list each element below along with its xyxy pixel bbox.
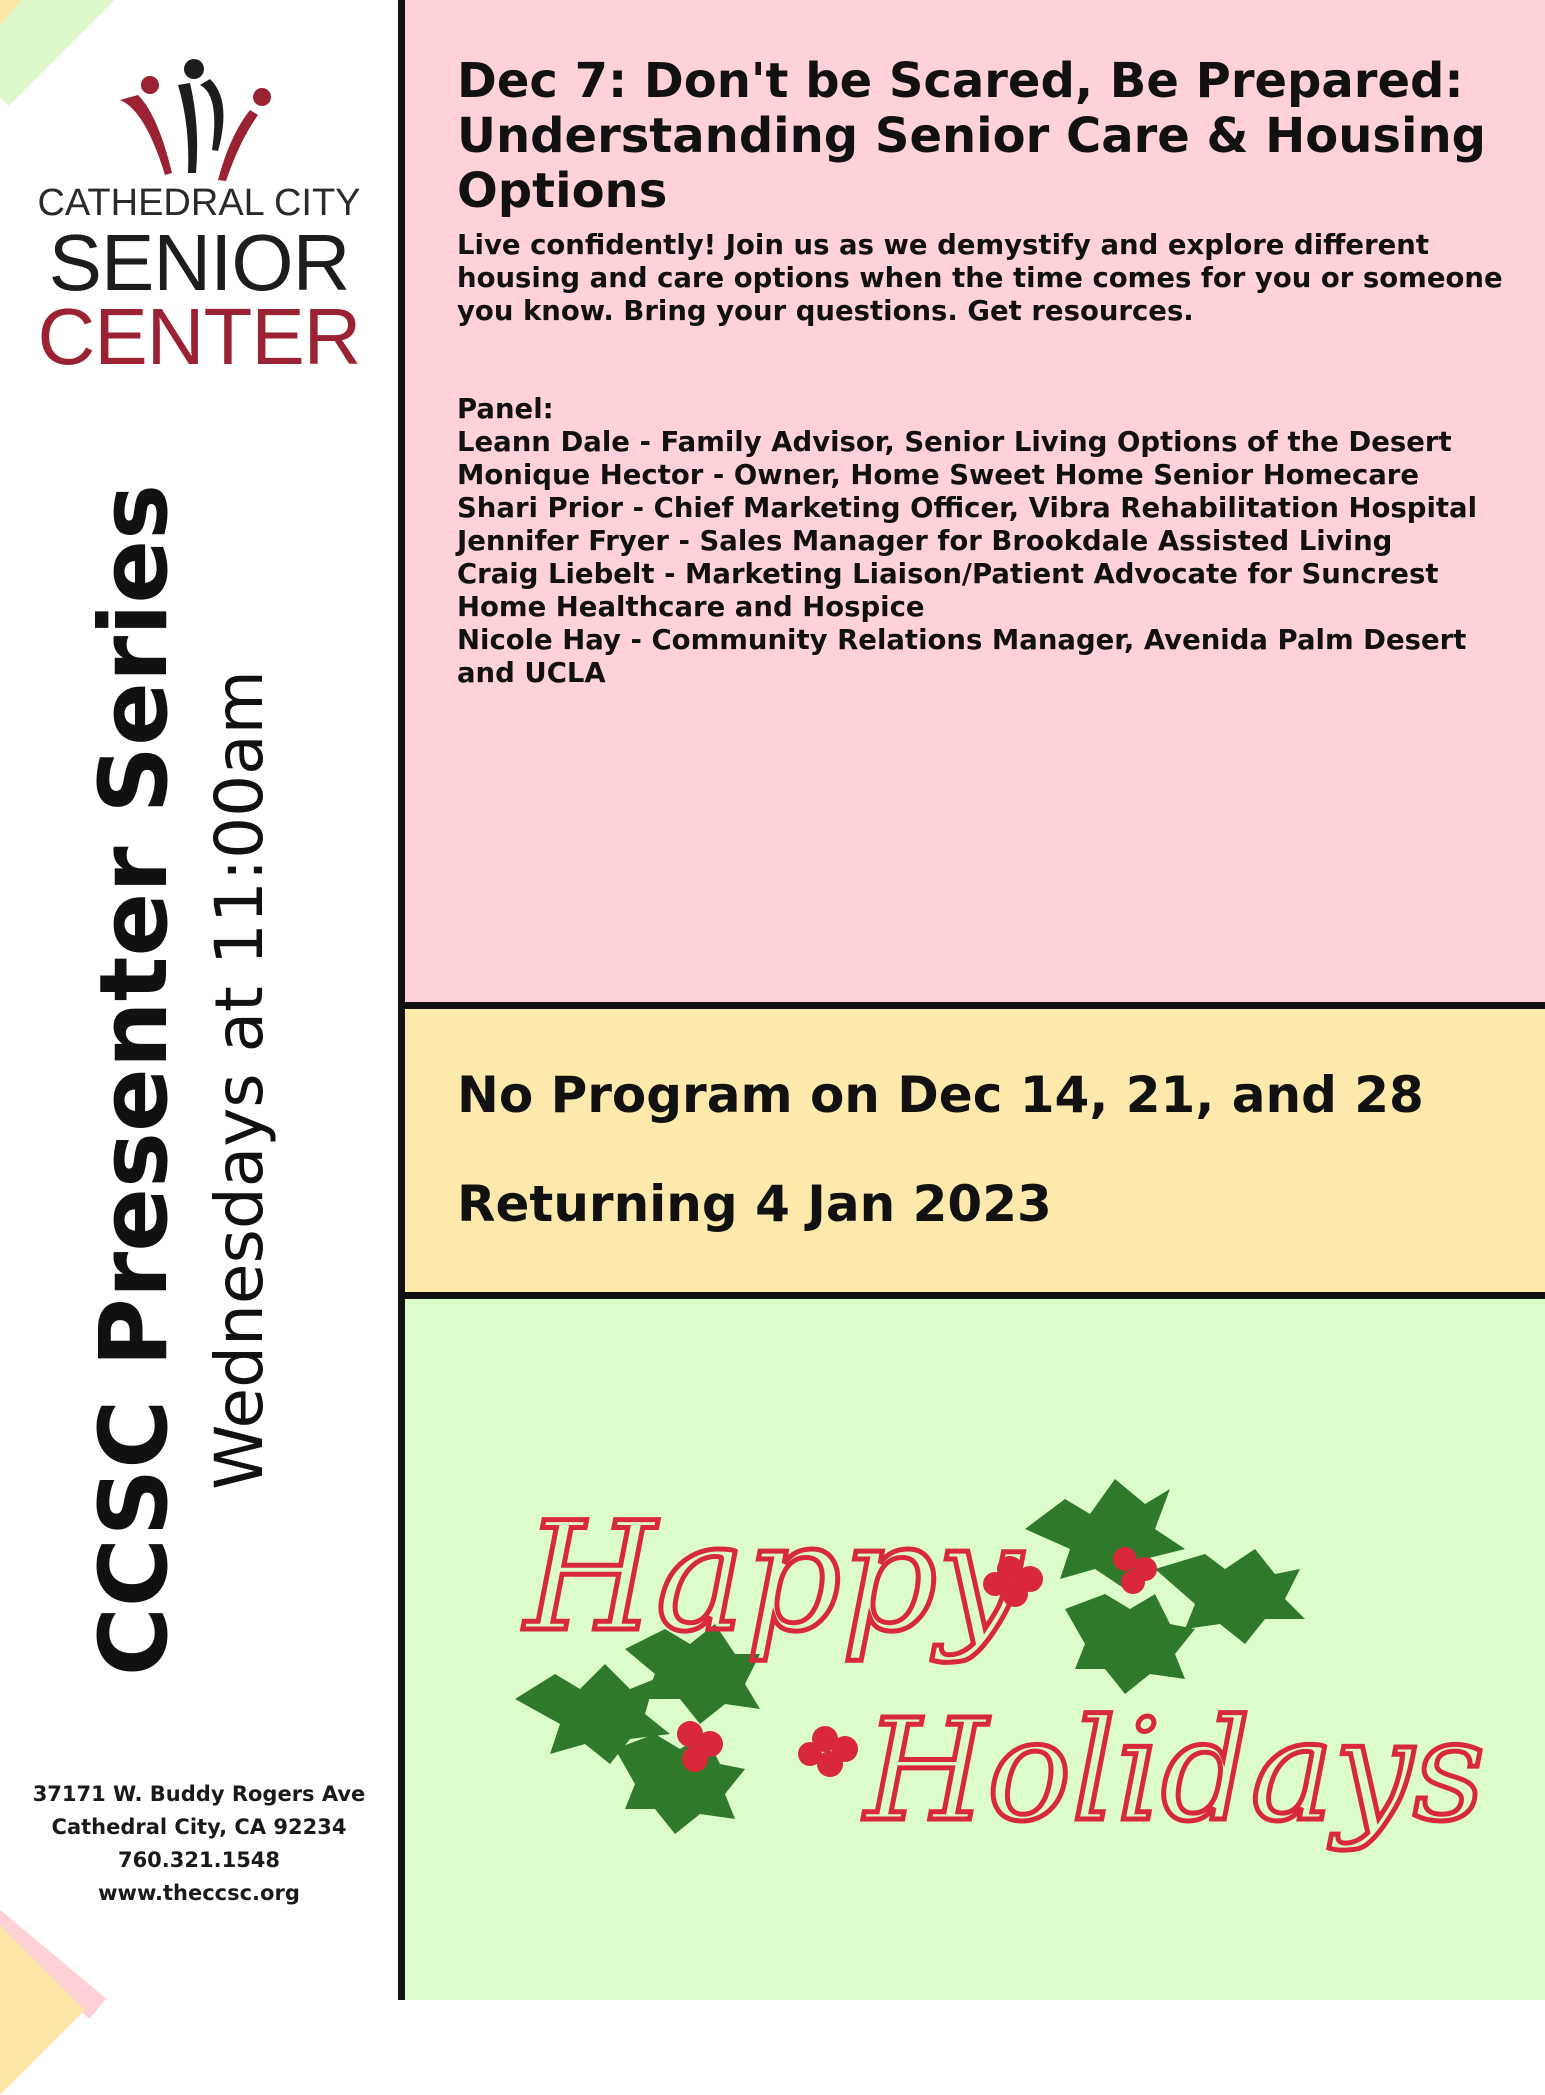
panelist-item: Jennifer Fryer - Sales Manager for Brookdale Assisted Living	[457, 525, 1393, 557]
panelist-item: Craig Liebelt - Marketing Liaison/Patient Advocate for Suncrest Home Healthcare and Hospice	[457, 558, 1439, 623]
panelist-item: Monique Hector - Owner, Home Sweet Home Senior Homecare	[457, 459, 1420, 491]
series-title: CCSC Presenter Series	[80, 483, 189, 1677]
series-banner	[70, 480, 330, 1680]
panelist-list	[457, 393, 1527, 690]
website-link[interactable]: www.theccsc.org	[98, 1881, 300, 1905]
event-description: Live confidently! Join us as we demystify and explore different housing and care options when the time comes for you or someone you know. Bring your questions. Get resources.	[457, 229, 1503, 327]
panelist-item: Leann Dale - Family Advisor, Senior Living Options of the Desert	[457, 426, 1452, 458]
event-panel	[405, 0, 1545, 1002]
logo-text-senior: SENIOR	[48, 218, 350, 307]
phone-number: 760.321.1548	[117, 1848, 281, 1872]
holiday-text-happy: Happy	[525, 1491, 1023, 1665]
panelist-item: Nicole Hay - Community Relations Manager, Avenida Palm Desert and UCLA	[457, 624, 1467, 689]
holiday-panel	[405, 1299, 1545, 2000]
city-address: Cathedral City, CA 92234	[51, 1815, 347, 1839]
notice-panel	[405, 1009, 1545, 1292]
returning-notice: Returning 4 Jan 2023	[457, 1175, 1052, 1233]
event-title: Dec 7: Don't be Scared, Be Prepared: Understanding Senior Care & Housing Options	[457, 53, 1486, 219]
no-program-notice: No Program on Dec 14, 21, and 28	[457, 1066, 1424, 1124]
contact-info	[0, 1778, 398, 1910]
panel-heading: Panel:	[457, 393, 554, 425]
panelist-item: Shari Prior - Chief Marketing Officer, Vibra Rehabilitation Hospital	[457, 492, 1478, 524]
sidebar	[0, 0, 398, 2000]
series-schedule: Wednesdays at 11:00am	[201, 670, 278, 1490]
street-address: 37171 W. Buddy Rogers Ave	[32, 1782, 366, 1806]
holiday-text-holidays: Holidays	[865, 1690, 1485, 1853]
senior-center-logo-icon	[110, 55, 280, 185]
logo-text-cathedral-city: CATHEDRAL CITY	[37, 182, 361, 224]
holly-icon	[1025, 1479, 1305, 1694]
happy-holidays-graphic	[505, 1419, 1485, 1939]
vertical-divider	[398, 0, 405, 2000]
horizontal-divider	[405, 1292, 1545, 1299]
logo-text-center: CENTER	[37, 292, 361, 381]
horizontal-divider	[405, 1002, 1545, 1009]
